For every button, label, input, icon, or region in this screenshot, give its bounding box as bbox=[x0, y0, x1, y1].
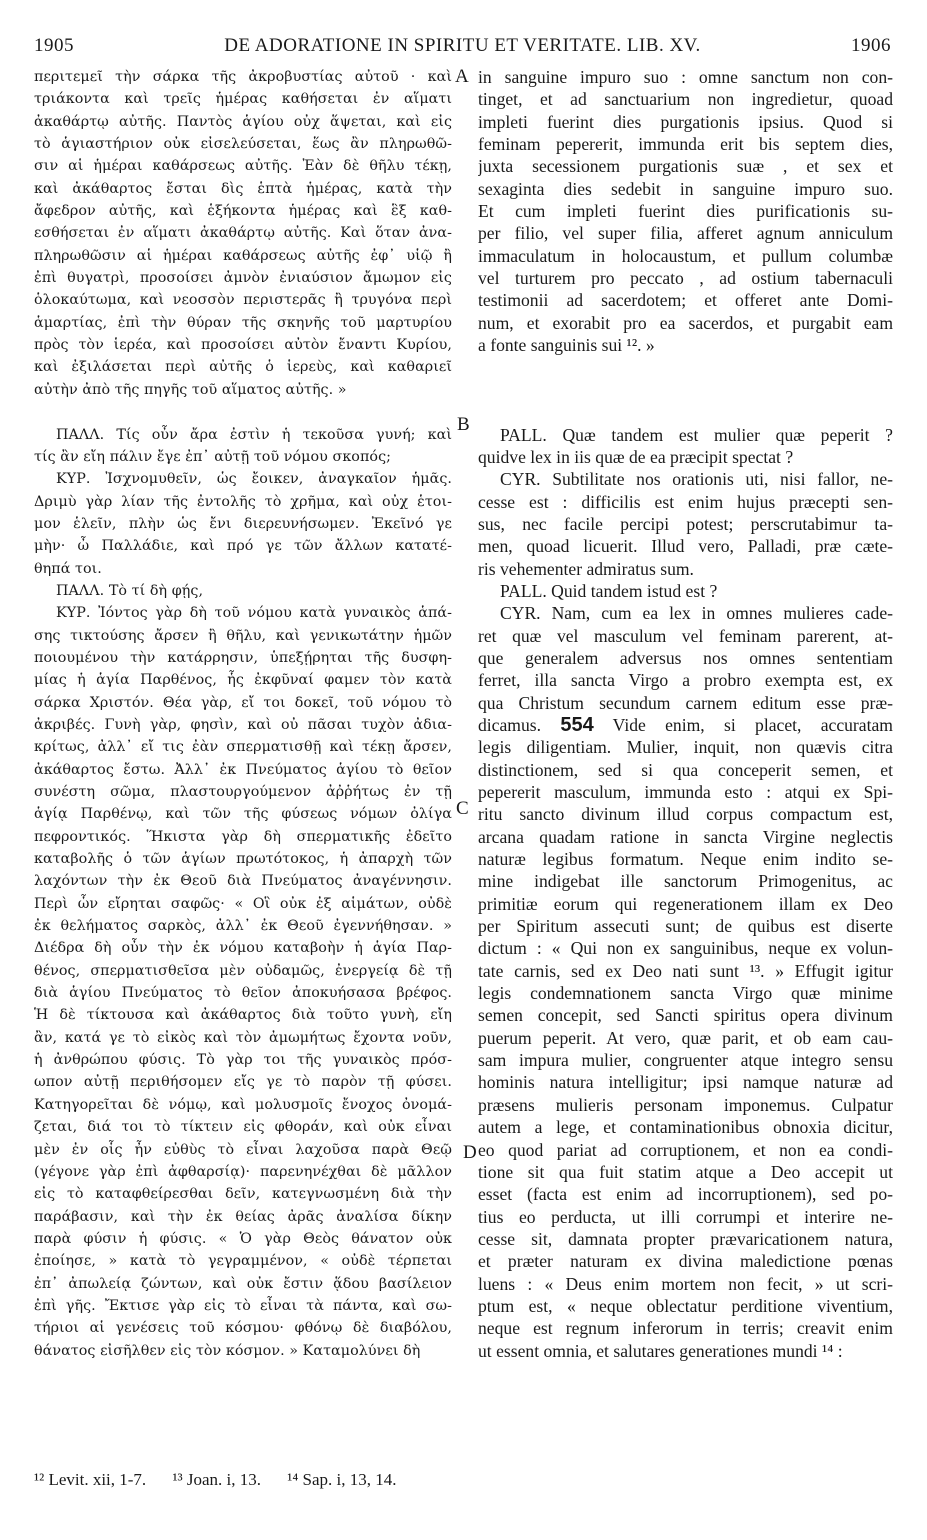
greek-line: καταβολῆς ὁ τῶν ἁγίων πρωτότοκος, ἡ ἀπαρχὴ τῶν bbox=[34, 851, 452, 868]
greek-line: ὁλοκαύτωμα, καὶ νεοσσὸν περιστερᾶς ἢ τρυγόνα περὶ bbox=[34, 292, 452, 309]
greek-line: κρίτως, ἀλλ᾽ εἴ τις ἐὰν σπερματισθῇ καὶ τέκῃ ἄρσεν, bbox=[34, 739, 452, 756]
latin-line: CYR. Subtilitate nos orationis uti, nisi fallor, ne- bbox=[500, 469, 893, 490]
margin-marker-c: C bbox=[456, 798, 469, 819]
greek-line: αὐτὴν ἀπὸ τῆς πηγῆς τοῦ αἵματος αὐτῆς. » bbox=[34, 381, 347, 398]
margin-marker-a: A bbox=[455, 66, 469, 87]
greek-line: ἐπὶ γῆς. Ἔκτισε γὰρ εἰς τὸ εἶναι τὰ πάντα, καὶ σω- bbox=[34, 1297, 452, 1314]
greek-line: ἀκάθαρτος ἔστω. Ἀλλ᾽ ἐκ Πνεύματος ἁγίου τὸ θεῖον bbox=[34, 761, 452, 778]
greek-line: διὰ ἁγίου Πνεύματος τὸ θεῖον ἀποκυήσασα βρέφος. bbox=[34, 985, 452, 1002]
latin-line: legis diligentiam. Mulier, inquit, non quævis citra bbox=[478, 737, 893, 758]
greek-line: ἁγίᾳ Παρθένῳ, καὶ τῶν τῆς φύσεως νόμων ὀλίγα bbox=[34, 806, 452, 823]
greek-line: ἐποίησε, » κατὰ τὸ γεγραμμένον, « οὐδὲ τέρπεται bbox=[34, 1253, 452, 1270]
latin-line: men, quoad licuerit. Illud vero, Palladi, præ cæte- bbox=[478, 536, 893, 557]
latin-line: PALL. Quæ tandem est mulier quæ peperit ? bbox=[500, 424, 893, 445]
latin-line: puerum peperit. At vero, quæ parit, et ob eam cau- bbox=[478, 1027, 893, 1048]
greek-line: ἄφεδρον αὐτῆς, καὶ ἑξήκοντα ἡμέρας καὶ ἓξ καθ- bbox=[34, 203, 452, 220]
greek-line: ΚΥΡ. Ἰόντος γὰρ δὴ τοῦ νόμου κατὰ γυναικὸς ἁπά- bbox=[56, 605, 452, 622]
greek-line: σάρκα Χριστόν. Θέα γὰρ, εἴ τοι δοκεῖ, τοῦ νόμου τὸ bbox=[34, 694, 452, 711]
greek-line: τίς ἂν εἴη πάλιν ἔγε ἐπ᾽ αὐτῇ τοῦ νόμου σκοπός; bbox=[34, 448, 391, 465]
greek-line: παρὰ φύσιν ἡ φύσις. « Ὁ γὰρ Θεὸς θάνατον οὐκ bbox=[34, 1230, 452, 1247]
greek-line: ἀκριβές. Γυνὴ γὰρ, φησὶν, καὶ οὐ πᾶσαι τυχὸν ἀδια- bbox=[34, 716, 452, 733]
greek-line: λαχόντων τὴν ἐκ Θεοῦ διὰ Πνεύματος ἀναγέννησιν. bbox=[34, 873, 452, 890]
greek-line: θάνατος εἰσῆλθεν εἰς τὸν κόσμον. » Καταμολύνει δὴ bbox=[34, 1342, 421, 1359]
latin-line: luens : « Deus enim mortem non fecit, » ut scri- bbox=[478, 1273, 893, 1294]
column-number: 554 bbox=[560, 713, 594, 736]
latin-column bbox=[478, 66, 893, 1362]
latin-line: ptum est, « neque oblectatur perditione viventium, bbox=[478, 1295, 893, 1316]
greek-line: μὲν ἐν οἷς ἦν εὐθὺς τὸ εἶναι λαχοῦσα παρὰ Θεῷ bbox=[34, 1141, 452, 1158]
margin-marker-d: D bbox=[463, 1142, 477, 1163]
greek-line: Διέδρα δὴ οὖν τὴν ἐκ νόμου καταβοὴν ἡ ἁγία Παρ- bbox=[34, 940, 452, 957]
latin-line: pepererit masculum, immunda esto : atqui ex Spi- bbox=[478, 782, 893, 802]
greek-line: παράβασιν, καὶ τὴν ἐκ θείας ἀρᾶς ἀναλίσα δίκην bbox=[34, 1208, 452, 1225]
latin-line: eo quod pariat ad corruptionem, et non ea condi- bbox=[478, 1139, 893, 1160]
running-title: DE ADORATIONE IN SPIRITU ET VERITATE. LIB. XV. bbox=[224, 35, 701, 56]
greek-line: εσθήσεται ἐν αἵματι ἀκαθάρτῳ αὐτῆς. Καὶ ὅταν ἀνα- bbox=[34, 225, 452, 242]
latin-line: primitiæ eorum qui regenerationem illam ex Deo bbox=[478, 893, 893, 914]
greek-line: ἐπὶ θυγατρὶ, προσοίσει ἀμνὸν ἐνιαύσιον ἄμωμον εἰς bbox=[34, 270, 452, 287]
latin-line: per Spiritum assecuti sunt; de quibus est diserte bbox=[478, 916, 893, 937]
latin-line: vel turturem pro peccato , ad ostium tabernaculi bbox=[478, 268, 893, 289]
latin-line: cesse sit, damnata propter prævaricationem natura, bbox=[478, 1228, 893, 1249]
latin-line: arcana quadam ratione in sancta Virgine neglectis bbox=[478, 826, 893, 847]
footnote-12: ¹² Levit. xii, 1-7. bbox=[34, 1470, 147, 1489]
latin-line: dicamus. 554 Vide enim, si placet, accuratam bbox=[478, 713, 893, 736]
greek-line: ωπον αὐτῇ περιθήσομεν εἴς γε τὸ παρὸν τῇ φύσει. bbox=[34, 1074, 452, 1091]
greek-line: Δριμὺ γὰρ λίαν τῆς ἐντολῆς τὸ χρῆμα, καὶ οὐχ ἑτοι- bbox=[34, 493, 452, 510]
latin-line: præsens mulieris personam imponemus. Culpatur bbox=[478, 1094, 893, 1115]
latin-line: distinctionem, sed si qua conceperit semen, et bbox=[478, 759, 893, 780]
greek-line: ἂν, κατά γε τὸ εἰκὸς καὶ τὸν ἀμωμήτως ἔχοντα νοῦν, bbox=[34, 1029, 452, 1046]
latin-line: per filio, vel super filia, afferet agnum anniculum bbox=[478, 223, 893, 244]
page-number-right: 1906 bbox=[851, 35, 891, 56]
latin-line: impleti fuerint dies purgationis ipsius. Quod si bbox=[478, 111, 893, 132]
greek-line: ἀκαθάρτῳ αὐτῆς. Παντὸς ἁγίου οὐχ ἅψεται, καὶ εἰς bbox=[34, 113, 452, 130]
latin-line: sexaginta dies sedebit in sanguine impuro suo. bbox=[478, 178, 893, 199]
latin-line: ut essent omnia, et salutares generationes mundi ¹⁴ : bbox=[478, 1340, 843, 1361]
latin-line: sus, nec facile percipi potest; perscrutabimur ta- bbox=[478, 513, 893, 534]
latin-line: mine indigebat ille sanctorum Primogenitus, ac bbox=[478, 871, 893, 892]
greek-line: πεφροντικός. Ἥκιστα γὰρ δὴ σπερματικῆς ἐδεῖτο bbox=[34, 828, 452, 845]
latin-line: hominis natura intelligitur; ipsi namque naturæ ad bbox=[478, 1072, 893, 1093]
greek-line: ποιουμένου τὴν κατάρρησιν, ὑπεξῄρηται τῆς δυσφη- bbox=[34, 649, 452, 666]
greek-line: ἐκ θελήματος σαρκὸς, ἀλλ᾽ ἐκ Θεοῦ ἐγεννήθησαν. » bbox=[34, 918, 452, 935]
latin-line bbox=[478, 356, 893, 378]
greek-column bbox=[34, 66, 452, 1362]
latin-line: esset (facta est enim ad incorruptionem), sed po- bbox=[478, 1184, 893, 1205]
running-header bbox=[34, 35, 891, 59]
latin-line: semen concepit, sed Sancti spiritus opera divinum bbox=[478, 1005, 893, 1026]
footnote-14: ¹⁴ Sap. i, 13, 14. bbox=[287, 1470, 397, 1489]
greek-line: ΚΥΡ. Ἰσχνομυθεῖν, ὡς ἔοικεν, ἀναγκαῖον ἡμᾶς. bbox=[56, 471, 452, 488]
greek-line: συνέστη σῶμα, πλαστουργούμενον ἀῤῥήτως ἐν τῇ bbox=[34, 784, 452, 800]
greek-line: ΠΑΛΛ. Τὸ τί δὴ φῄς, bbox=[56, 582, 204, 599]
greek-line: θένος, σπερματισθεῖσα μὲν οὐδαμῶς, ἐνεργείᾳ δὲ τῇ bbox=[34, 962, 452, 979]
latin-line: quidve lex in iis quæ de ea præcipit spectat ? bbox=[478, 446, 794, 467]
greek-line: τριάκοντα καὶ τρεῖς ἡμέρας καθήσεται ἐν αἵματι bbox=[34, 91, 452, 108]
greek-line: ἁμαρτίας, ἐπὶ τὴν θύραν τῆς σκηνῆς τοῦ μαρτυρίου bbox=[34, 314, 452, 331]
latin-line: a fonte sanguinis sui ¹². » bbox=[478, 335, 655, 356]
latin-line: tate carnis, sed ex Deo nati sunt ¹³. » Effugit igitur bbox=[478, 960, 893, 981]
greek-line: Περὶ ὧν εἴρηται σαφῶς· « Οἳ οὐκ ἐξ αἱμάτων, οὐδὲ bbox=[34, 895, 452, 912]
latin-line: ris vehementer admiratus sum. bbox=[478, 558, 694, 579]
latin-line: Et cum impleti fuerint dies purificationis su- bbox=[478, 201, 893, 222]
greek-line: σης τικτούσης ἄρσεν ἢ θῆλυ, καὶ γενικωτάτην ἡμῶν bbox=[34, 627, 452, 644]
greek-line: μίας ἡ ἁγία Παρθένος, ἧς ἐκφῦναί φαμεν τὸν κατὰ bbox=[34, 672, 452, 689]
greek-line: εἰς τὸ καταφθείρεσθαι δεῖν, κατεγνωσμένη διὰ τὴν bbox=[34, 1186, 452, 1203]
latin-line: tius eo perducta, ut illi corrumpi et interire ne- bbox=[478, 1206, 893, 1227]
greek-line: πρὸς τὸν ἱερέα, καὶ προσοίσει αὐτὸν ἔναντι Κυρίου, bbox=[34, 337, 452, 354]
greek-line: ζεται, διά τοι τὸ τίκτειν εἰς φθοράν, καὶ οὐκ εἶναι bbox=[34, 1119, 452, 1136]
greek-line: τὸ ἁγιαστήριον οὐκ εἰσελεύσεται, ἕως ἂν πληρωθῶ- bbox=[34, 136, 452, 153]
greek-line: Ἡ δὲ τίκτουσα καὶ ἀκάθαρτος διὰ τοῦτο γυνὴ, εἴη bbox=[34, 1007, 452, 1024]
latin-line: juxta secessionem purgationis suæ , et sex et bbox=[478, 156, 893, 177]
latin-line: sam impura mulier, congruenter atque integro sensu bbox=[478, 1050, 893, 1071]
latin-line: dictum : « Qui non ex sanguinibus, neque ex volun- bbox=[478, 938, 893, 959]
latin-line: ferret, illa sancta Virgo a probro exempta est, ex bbox=[478, 670, 893, 691]
greek-line: ἡ ἀνθρώπου φύσις. Τὸ γὰρ τοι τῆς γυναικὸς πρόσ- bbox=[34, 1052, 452, 1069]
latin-line bbox=[478, 379, 893, 401]
greek-line: περιτεμεῖ τὴν σάρκα τῆς ἀκροβυστίας αὐτοῦ · καὶ bbox=[34, 69, 452, 85]
latin-line bbox=[478, 401, 893, 423]
latin-line: legis condemnationem sancta Virgo quæ minime bbox=[478, 983, 893, 1004]
latin-line: autem a lege, et contaminationibus obnoxia dicitur, bbox=[478, 1117, 893, 1138]
greek-line: καὶ ἐξιλάσεται περὶ αὐτῆς ὁ ἱερεὺς, καὶ καθαριεῖ bbox=[34, 359, 452, 376]
greek-line: μον ἑλεῖν, πλὴν ὡς ἔνι διερευνήσωμεν. Ἐκεῖνό γε bbox=[34, 515, 452, 532]
latin-line: cesse est : difficilis est enim hujus præcepti sen- bbox=[478, 491, 893, 512]
greek-line: θηπά τοι. bbox=[34, 560, 102, 577]
greek-line: ΠΑΛΛ. Τίς οὖν ἄρα ἐστὶν ἡ τεκοῦσα γυνή; καὶ bbox=[56, 426, 452, 443]
footnotes bbox=[34, 1470, 734, 1490]
latin-line: in sanguine impuro suo : omne sanctum non con- bbox=[478, 67, 893, 87]
margin-marker-b: B bbox=[457, 414, 470, 435]
latin-line: tione sit qua fuit statim atque a Deo accepit ut bbox=[478, 1161, 893, 1182]
latin-line: testimonii ad sacerdotem; et offeret ante Domi- bbox=[478, 290, 893, 311]
greek-line: σιν αἱ ἡμέραι καθάρσεως αὐτῆς. Ἐὰν δὲ θῆλυ τέκῃ, bbox=[34, 158, 452, 175]
latin-line: num, et exorabit pro ea sacerdos, et purgabit eam bbox=[478, 312, 893, 333]
latin-line: ritu sancto divinum illud corpus compactum est, bbox=[478, 804, 893, 825]
latin-line: tinget, et ad sanctuarium non ingredietur, quoad bbox=[478, 89, 893, 110]
greek-line: Κατηγορεῖται δὲ νόμῳ, καὶ μολυσμοῖς ἔνοχος ὀνομά- bbox=[34, 1096, 452, 1113]
greek-line: ἐπ᾽ ἀπωλείᾳ ζώντων, καὶ οὐκ ἔστιν ᾅδου βασίλειον bbox=[34, 1275, 452, 1292]
latin-line: immaculatum in holocaustum, et pullum columbæ bbox=[478, 245, 893, 266]
greek-line: τήριοι αἱ γενέσεις τοῦ κόσμου· φθόνῳ δὲ διαβόλου, bbox=[34, 1320, 452, 1337]
greek-line: μὴν· ὦ Παλλάδιε, καὶ πρό γε τῶν ἄλλων κατατέ- bbox=[34, 538, 452, 555]
greek-line: καὶ ἀκάθαρτος ἔσται δὶς ἑπτὰ ἡμέρας, κατὰ τὴν bbox=[34, 180, 452, 197]
latin-line: qua Christum secundum carnem editum esse præ- bbox=[478, 692, 893, 713]
latin-line: CYR. Nam, cum ea lex in omnes mulieres cade- bbox=[500, 603, 893, 624]
footnote-13: ¹³ Joan. i, 13. bbox=[172, 1470, 262, 1489]
greek-line: πληρωθῶσιν αἱ ἡμέραι καθάρσεως αὐτῆς ἐφ᾽ υἱῷ ἢ bbox=[34, 247, 452, 264]
latin-line: et præter naturam ex divina maledictione pœnas bbox=[478, 1251, 893, 1272]
latin-line: PALL. Quid tandem istud est ? bbox=[500, 580, 718, 601]
latin-line: ret quæ vel masculum vel feminam parerent, at- bbox=[478, 625, 893, 646]
greek-line bbox=[34, 401, 452, 423]
page-number-left: 1905 bbox=[34, 35, 74, 56]
latin-line: que generalem adversus nos omnes sententiam bbox=[478, 647, 893, 668]
latin-line: neque est regnum inferorum in terris; creavit enim bbox=[478, 1318, 893, 1339]
latin-line: naturæ legibus formatum. Neque enim indito se- bbox=[478, 849, 893, 870]
latin-line: feminam pepererit, immunda erit bis septem dies, bbox=[478, 134, 893, 155]
greek-line: (γέγονε γὰρ ἐπὶ ἀφθαρσίᾳ)· παρενηνέχθαι δὲ μᾶλλον bbox=[34, 1163, 452, 1180]
